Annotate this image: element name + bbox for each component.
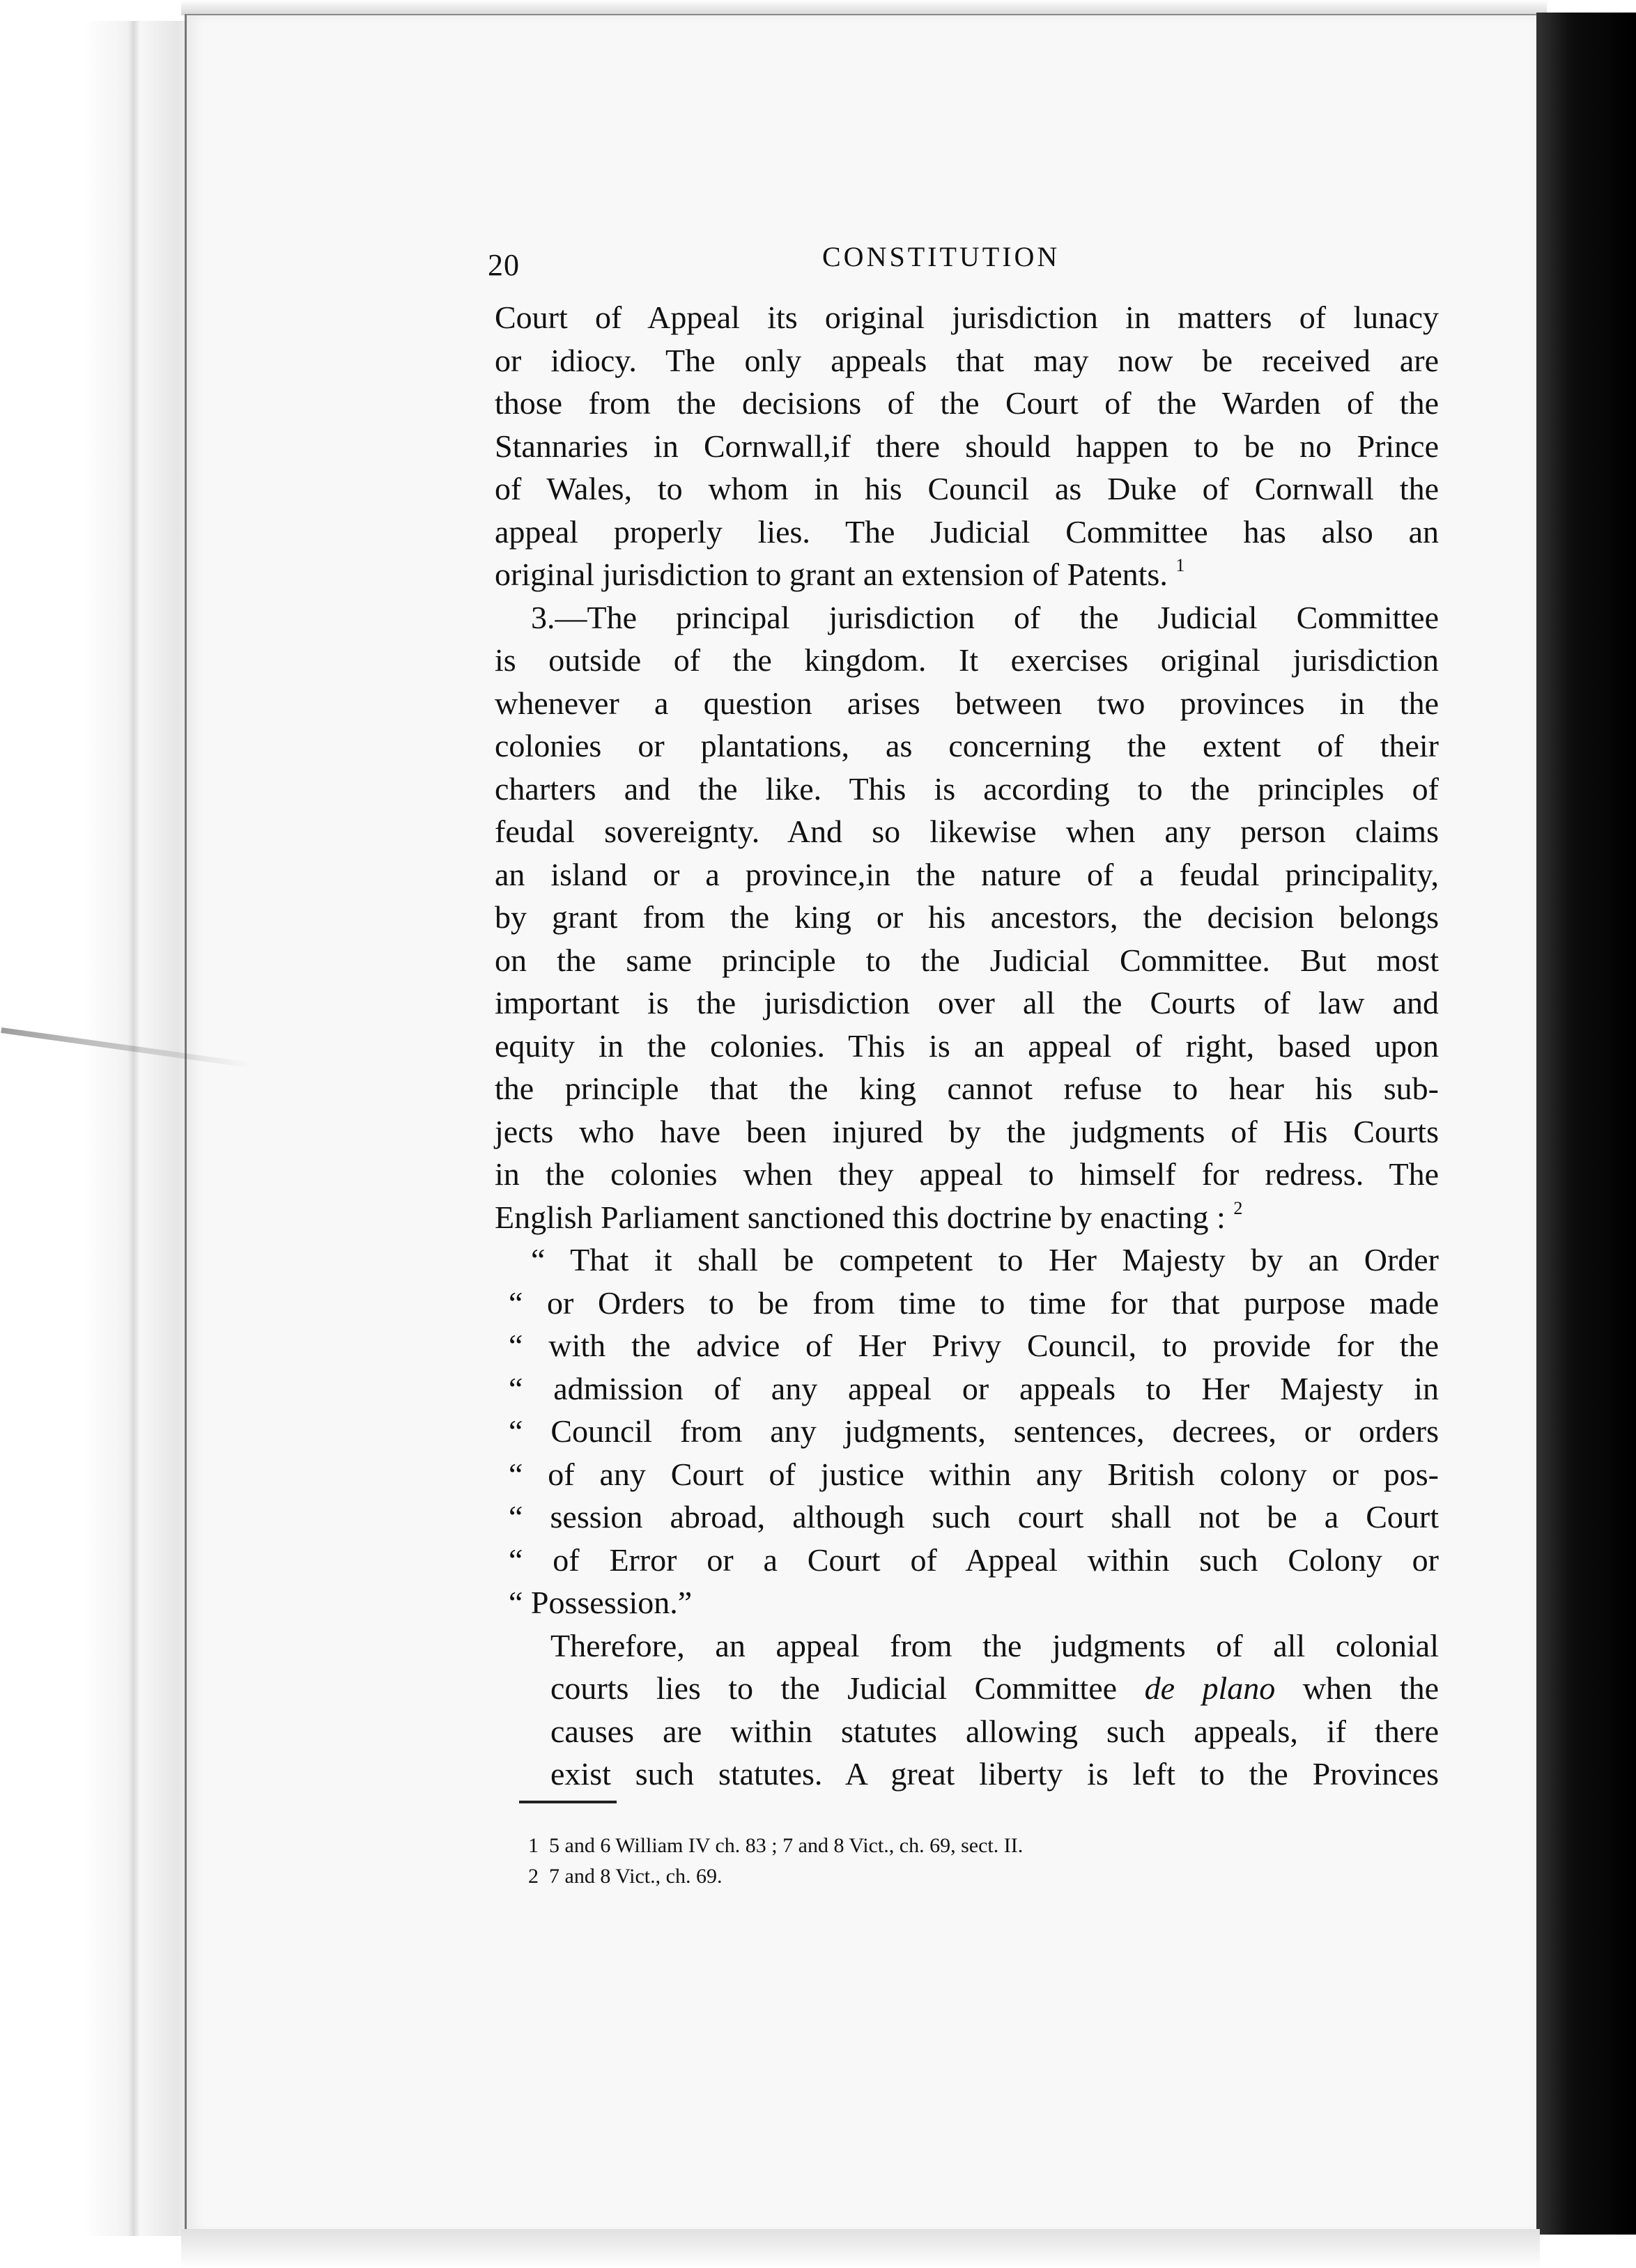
text-line: exist such statutes. A great liberty is left to the Provinces: [550, 1756, 1439, 1792]
text-line: 3.—The principal jurisdiction of the Judicial Committee: [531, 599, 1439, 635]
text-line: or idiocy. The only appeals that may now be received are: [495, 342, 1439, 378]
footnotes: [528, 1831, 1364, 1892]
footnote-text: 5 and 6 William IV ch. 83 ; 7 and 8 Vict., ch. 69, sect. II.: [549, 1834, 1024, 1857]
italic-phrase: de plano: [1144, 1670, 1276, 1706]
quote-line: “ That it shall be competent to Her Majesty by an Order: [531, 1242, 1439, 1277]
text-line: whenever a question arises between two provinces in the: [495, 685, 1439, 721]
text-line: an island or a province,in the nature of a feudal principality,: [495, 856, 1439, 892]
text-line: of Wales, to whom in his Council as Duke of Cornwall the: [495, 471, 1439, 506]
text-line: Stannaries in Cornwall,if there should happen to be no Prince: [495, 428, 1439, 464]
text-line-content: courts lies to the Judicial Committee: [550, 1670, 1118, 1706]
footnote-number: 2: [528, 1865, 539, 1888]
footnote-mark: 1: [1175, 555, 1185, 575]
footnote: [528, 1831, 1364, 1861]
quote-line: “ admission of any appeal or appeals to Her Majesty in: [509, 1370, 1439, 1406]
running-head: CONSTITUTION: [822, 241, 1060, 272]
text-line: is outside of the kingdom. It exercises original jurisdiction: [495, 642, 1439, 678]
text-line-content: English Parliament sanctioned this doctrine by enacting :: [495, 1199, 1226, 1235]
text-line: on the same principle to the Judicial Committee. But most: [495, 942, 1439, 978]
text-line: colonies or plantations, as concerning the extent of their: [495, 728, 1439, 763]
text-line: causes are within statutes allowing such appeals, if there: [550, 1713, 1439, 1749]
scan-shadow-right: [1536, 13, 1636, 2235]
footnote-text: 7 and 8 Vict., ch. 69.: [549, 1865, 723, 1888]
footnote-rule: [519, 1801, 617, 1803]
text-line-content: original jurisdiction to grant an extension of Patents.: [495, 557, 1168, 592]
text-line: equity in the colonies. This is an appeal of right, based upon: [495, 1027, 1439, 1064]
page-number: 20: [488, 248, 520, 282]
page-edge-bottom: [181, 2229, 1540, 2268]
text-line: [495, 1196, 1439, 1239]
quote-line: “ or Orders to be from time to time for that purpose made: [509, 1284, 1439, 1321]
text-line: Court of Appeal its original jurisdiction in matters of lunacy: [495, 300, 1439, 335]
text-line: the principle that the king cannot refuse to hear his sub-: [495, 1071, 1439, 1106]
text-line-content: when the: [1302, 1670, 1440, 1706]
quote-line: “ session abroad, although such court shall not be a Court: [509, 1499, 1439, 1535]
text-line: those from the decisions of the Court of the Warden of the: [495, 385, 1439, 421]
quote-line: “ of any Court of justice within any British colony or pos-: [509, 1456, 1439, 1492]
text-line: appeal properly lies. The Judicial Committee has also an: [495, 513, 1439, 550]
quote-line: “ Possession.”: [509, 1585, 693, 1620]
quote-line: “ with the advice of Her Privy Council, to provide for the: [509, 1328, 1439, 1363]
text-line: by grant from the king or his ancestors, the decision belongs: [495, 899, 1439, 935]
footnote-mark: 2: [1233, 1197, 1243, 1218]
body-text: [495, 296, 1439, 1796]
text-line: Therefore, an appeal from the judgments of all colonial: [550, 1627, 1439, 1663]
text-line: in the colonies when they appeal to himself for redress. The: [495, 1156, 1439, 1192]
text-line: jects who have been injured by the judgments of His Courts: [495, 1113, 1439, 1149]
quote-line: “ of Error or a Court of Appeal within such Colony or: [509, 1541, 1439, 1578]
text-line: charters and the like. This is according to the principles of: [495, 770, 1439, 807]
text-line: [495, 1667, 1439, 1710]
page-edge-top: [181, 0, 1547, 15]
text-line: [495, 553, 1439, 596]
footnote-number: 1: [528, 1834, 539, 1857]
footnote: [528, 1861, 1364, 1892]
text-line: important is the jurisdiction over all the Courts of law and: [495, 985, 1439, 1020]
quote-line: “ Council from any judgments, sentences, decrees, or orders: [509, 1413, 1439, 1449]
text-line: feudal sovereignty. And so likewise when any person claims: [495, 814, 1439, 849]
